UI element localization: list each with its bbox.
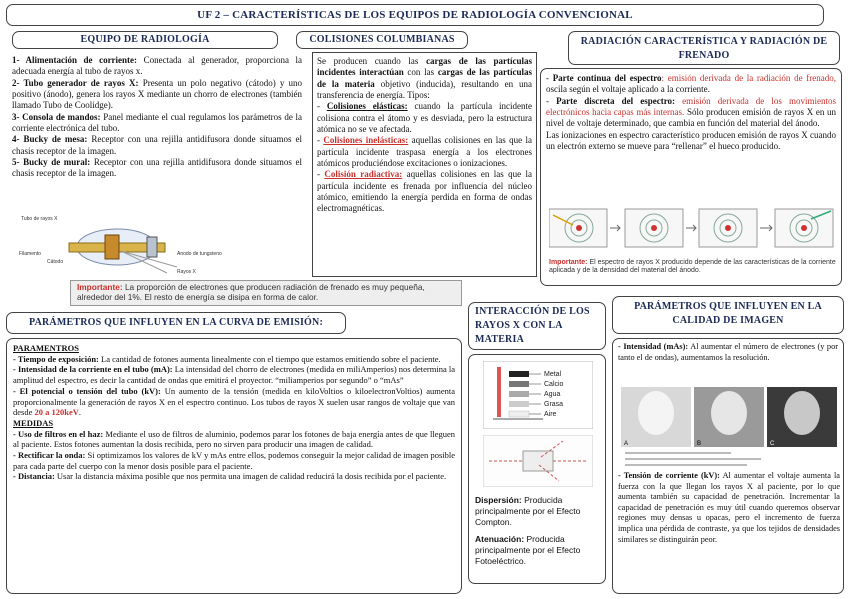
knee-xray-panels [621, 387, 837, 469]
medida-item: - Distancia: Usar la distancia máxima posible que nos permita una imagen de calidad reducirá la dosis recibida por el paciente. [13, 471, 447, 482]
equipo-item: 2- Tubo generador de rayos X: Presenta un polo negativo (cátodo) y uno positivo (ánodo), genera los rayos X mediante un chorro de electrones (también llamado Tubo de Coolidge). [12, 77, 302, 111]
rays-label: Rayos X [177, 269, 196, 275]
xray-panel-a [621, 387, 691, 447]
param-item: - Intensidad de la corriente en el tubo (mA): La intensidad del chorro de electrones (medida en miliAmperios) nos determina la amplitud del espectro, es decir la cantidad de ondas que emitirá el proyector. “miliamperios por segundo” o “mAs” [13, 364, 455, 386]
radiacion-heading: RADIACIÓN CARACTERÍSTICA Y RADIACIÓN DE FRENADO [568, 31, 840, 65]
curva-section [6, 338, 462, 594]
legend-grasa: Grasa [544, 401, 564, 408]
colisiones-heading: COLISIONES COLUMBIANAS [296, 31, 468, 49]
medidas-subheading: MEDIDAS [13, 417, 54, 428]
filament-label: Filamento [19, 251, 41, 257]
equipo-item: 4- Bucky de mesa: Receptor con una rejilla antidifusora donde situamos el chasis receptor de la imagen. [12, 134, 302, 156]
colisiones-section: Se producen cuando las cargas de las partículas incidentes interactúan con las cargas de las partículas de la materia objetivo (inducida), resultando en una transferencia de energía. Tipos: - Colisiones elásticas: cuando la partícula incidente colisiona contra el átomo y es desviada, pero la estructura atómica no se ve afectada. - Colisiones inelásticas: aquellas colisiones en las que la partícula incidente traspasa energía a los electrones atómicos produciéndose excitaciones o ionizaciones. - Colisión radiactiva: aquellas colisiones en las que la partícula incidente es frenada por influencia del núcleo atómico, emitiendo la energía perdida en forma de ondas electromagnéticas. [312, 52, 537, 277]
xray-panel-c [767, 387, 837, 447]
curva-heading: PARÁMETROS QUE INFLUYEN EN LA CURVA DE EMISIÓN: [6, 312, 346, 334]
note-importante: Importante: La proporción de electrones que producen radiación de frenado es muy pequeña, alrededor del 1%. El resto de energía se disipa en forma de calor. [70, 280, 462, 306]
param-item: - Tiempo de exposición: La cantidad de fotones aumenta linealmente con el tiempo que estamos emitiendo sobre el paciente. [13, 353, 441, 364]
equipo-item: 3- Consola de mandos: Panel mediante el cual regulamos los parámetros de la corriente electrónica del tubo. [12, 111, 302, 133]
medida-item: - Uso de filtros en el haz: Mediante el uso de filtros de aluminio, podemos parar los fotones de baja energía antes de que lleguen al paciente. Estos fotones aumentan la dosis recibida, pero no sirven para producir una imagen de calidad. [13, 428, 456, 450]
equipo-heading: EQUIPO DE RADIOLOGÍA [12, 31, 278, 49]
atom-diagram-2 [625, 209, 683, 247]
page-title: UF 2 – CARACTERÍSTICAS DE LOS EQUIPOS DE RADIOLOGÍA CONVENCIONAL [6, 4, 824, 26]
scatter-diagram [483, 435, 593, 487]
parametros-subheading: PARAMENTROS [13, 343, 79, 353]
colision-item: - Colisión radiactiva: aquellas colisiones en las que la partícula incidente es frenada por influencia del núcleo atómico, emitiendo la energía perdida en forma de ondas electromagnéticas. [317, 169, 533, 214]
attenuation-diagram [483, 361, 593, 429]
interaccion-section [468, 354, 606, 584]
dispersion-text: Dispersión: Producida principalmente por el Efecto Compton. [475, 495, 581, 528]
x-ray-tube-diagram [17, 211, 247, 277]
interaccion-heading: INTERACCIÓN DE LOS RAYOS X CON LA MATERIA [468, 302, 606, 350]
param-item: - El potencial o tensión del tubo (kV): Un aumento de la tensión (medida en kiloVoltios o kiloelectronVoltios) aumenta proporcionalmente la generación de rayos X en el espectro continuo. Los tubos de rayos X suelen usar rangos de voltaje que van desde 20 a 120keV. [13, 385, 455, 418]
colision-item: - Colisiones inelásticas: aquellas colisiones en las que la partícula incidente traspasa energía a los electrones atómicos produciéndose excitaciones o ionizaciones. [317, 135, 532, 168]
atenuacion-text: Atenuación: Producida principalmente por el Efecto Fotoeléctrico. [475, 534, 581, 567]
atom-diagram-3 [699, 209, 757, 247]
legend-calcio: Calcio [544, 381, 564, 388]
tube-label: Tubo de rayos X [21, 216, 58, 222]
equipo-item: 5- Bucky de mural: Receptor con una rejilla antidifusora donde situamos el chasis receptor de la imagen. [12, 156, 302, 179]
panel-label-a: A [624, 441, 629, 447]
anode-label: Anodo de tungsteno [177, 251, 222, 257]
legend-aire: Aire [544, 411, 557, 418]
legend-metal: Metal [544, 371, 562, 378]
atom-diagram-4 [775, 209, 833, 247]
colision-item: - Colisiones elásticas: cuando la partícula incidente colisiona contra el átomo y es desviada, pero la estructura atómica no se ve afectada. [317, 101, 533, 134]
panel-label-c: C [770, 441, 775, 447]
calidad-heading: PARÁMETROS QUE INFLUYEN EN LA CALIDAD DE IMAGEN [612, 296, 844, 334]
legend-agua: Agua [544, 391, 561, 398]
atom-diagram-1 [549, 209, 607, 247]
equipo-section [6, 52, 304, 278]
medida-item: - Rectificar la onda: Si optimizamos los valores de kV y mAs entre ellos, podemos conseguir la mejor calidad de imagen posible para cada parte del cuerpo con la menor dosis posible para el paciente. [13, 450, 456, 471]
cathode-label: Cátodo [47, 259, 64, 265]
panel-label-b: B [697, 441, 702, 447]
atom-diagrams [549, 207, 835, 249]
radiacion-section: - Parte continua del espectro: emisión derivada de la radiación de frenado, oscila según el voltaje aplicado a la corriente. - Parte discreta del espectro: emisión derivada de los movimientos electrónicos hacia capas más internas. Sólo producen emisión de rayos X en un nivel de voltaje determinado, que cambia en función del material del ánodo. Las ionizaciones en espectro característico producen emisión de rayos X cuando un electrón externo se mueve para “rellenar” el hueco producido. Importante: El espectro de rayos X producido depende de las características de la corriente aplicada y de la densidad del material del ánodo. [540, 68, 842, 286]
equipo-item: 1- Alimentación de corriente: Conectada al generador, proporciona la adecuada energía al tubo de rayos x. [12, 55, 302, 77]
xray-panel-b [694, 387, 764, 447]
calidad-section: - Intensidad (mAs): Al aumentar el número de electrones (y por tanto el de ondas), aumentamos la resolución. A B C - Tensión de corriente (kV): Al aumentar el voltaje aumenta la fuerza con la que llegan los rayos X al paciente, por lo que aumenta también su capacidad de penetración. Incrementar la capacidad de penetración es muy útil cuando queremos observar regiones muy densas u opacas, pero el incremento de fuerza implica una pérdida de contraste, ya que los tejidos de densidades similares se distinguirán peor. [612, 338, 844, 594]
